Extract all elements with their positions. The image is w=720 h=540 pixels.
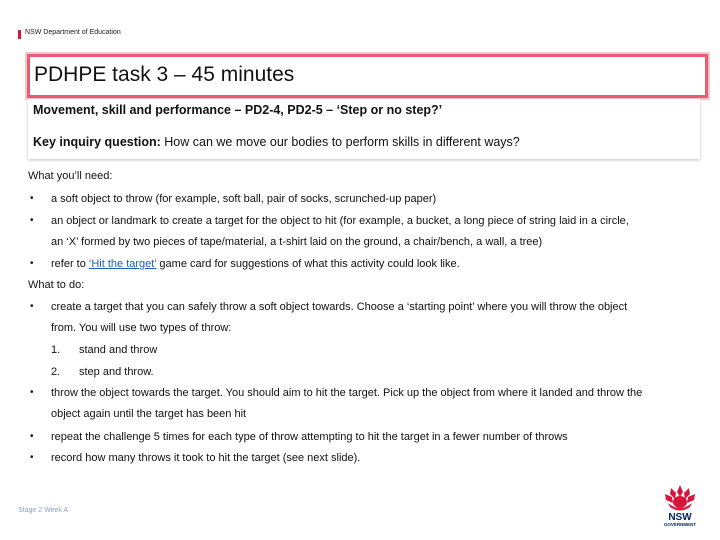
bullet: • bbox=[30, 387, 34, 398]
need-item-refer bbox=[51, 258, 460, 270]
bullet: • bbox=[30, 301, 34, 312]
sub-item-text: stand and throw bbox=[79, 344, 158, 356]
subtitle-box bbox=[28, 99, 700, 159]
kiq-text: How can we move our bodies to perform skills in different ways? bbox=[160, 135, 520, 149]
sub-item-number: 2. bbox=[51, 366, 61, 378]
bullet: • bbox=[30, 452, 34, 463]
refer-prefix: refer to bbox=[51, 258, 89, 270]
sub-item-text: step and throw. bbox=[79, 366, 154, 378]
waratah-icon bbox=[660, 483, 700, 528]
need-heading: What you’ll need: bbox=[28, 170, 113, 182]
todo-heading: What to do: bbox=[28, 279, 85, 291]
todo-item-continued: object again until the target has been hit bbox=[51, 408, 247, 420]
todo-item: create a target that you can safely throw a soft object towards. Choose a ‘starting point’ where you will throw the object bbox=[51, 301, 628, 313]
todo-item: record how many throws it took to hit the target (see next slide). bbox=[51, 452, 361, 464]
need-item: a soft object to throw (for example, soft ball, pair of socks, scrunched-up paper) bbox=[51, 193, 437, 205]
sub-item-number: 1. bbox=[51, 344, 61, 356]
subtitle-outcomes: Movement, skill and performance – PD2-4, PD2-5 – ‘Step or no step?’ bbox=[33, 103, 443, 117]
kiq-label: Key inquiry question: bbox=[33, 135, 161, 149]
bullet: • bbox=[30, 258, 34, 269]
footer-stage-week: Stage 2 Week A bbox=[18, 507, 69, 514]
need-item-continued: an ‘X’ formed by two pieces of tape/material, a t-shirt laid on the ground, a chair/bench, a wall, a tree) bbox=[51, 236, 543, 248]
page-title: PDHPE task 3 – 45 minutes bbox=[34, 63, 295, 86]
logo-subtext: GOVERNMENT bbox=[663, 522, 697, 527]
bullet: • bbox=[30, 215, 34, 226]
header-accent-bar bbox=[18, 30, 21, 39]
bullet: • bbox=[30, 193, 34, 204]
need-item: an object or landmark to create a target for the object to hit (for example, a bucket, a long piece of string laid in a circle, bbox=[51, 215, 629, 227]
logo-text: NSW bbox=[668, 512, 692, 523]
title-box bbox=[27, 54, 708, 98]
refer-suffix: game card for suggestions of what this activity could look like. bbox=[156, 258, 460, 270]
todo-item: repeat the challenge 5 times for each type of throw attempting to hit the target in a fewer number of throws bbox=[51, 431, 568, 443]
hit-the-target-link[interactable]: ‘Hit the target’ bbox=[88, 258, 157, 270]
nsw-government-logo bbox=[660, 483, 700, 528]
key-inquiry-question bbox=[33, 135, 520, 149]
todo-item-continued: from. You will use two types of throw: bbox=[51, 322, 232, 334]
bullet: • bbox=[30, 431, 34, 442]
header-org-name: NSW Department of Education bbox=[25, 29, 121, 36]
todo-item: throw the object towards the target. You should aim to hit the target. Pick up the object from where it landed and throw the bbox=[51, 387, 643, 399]
